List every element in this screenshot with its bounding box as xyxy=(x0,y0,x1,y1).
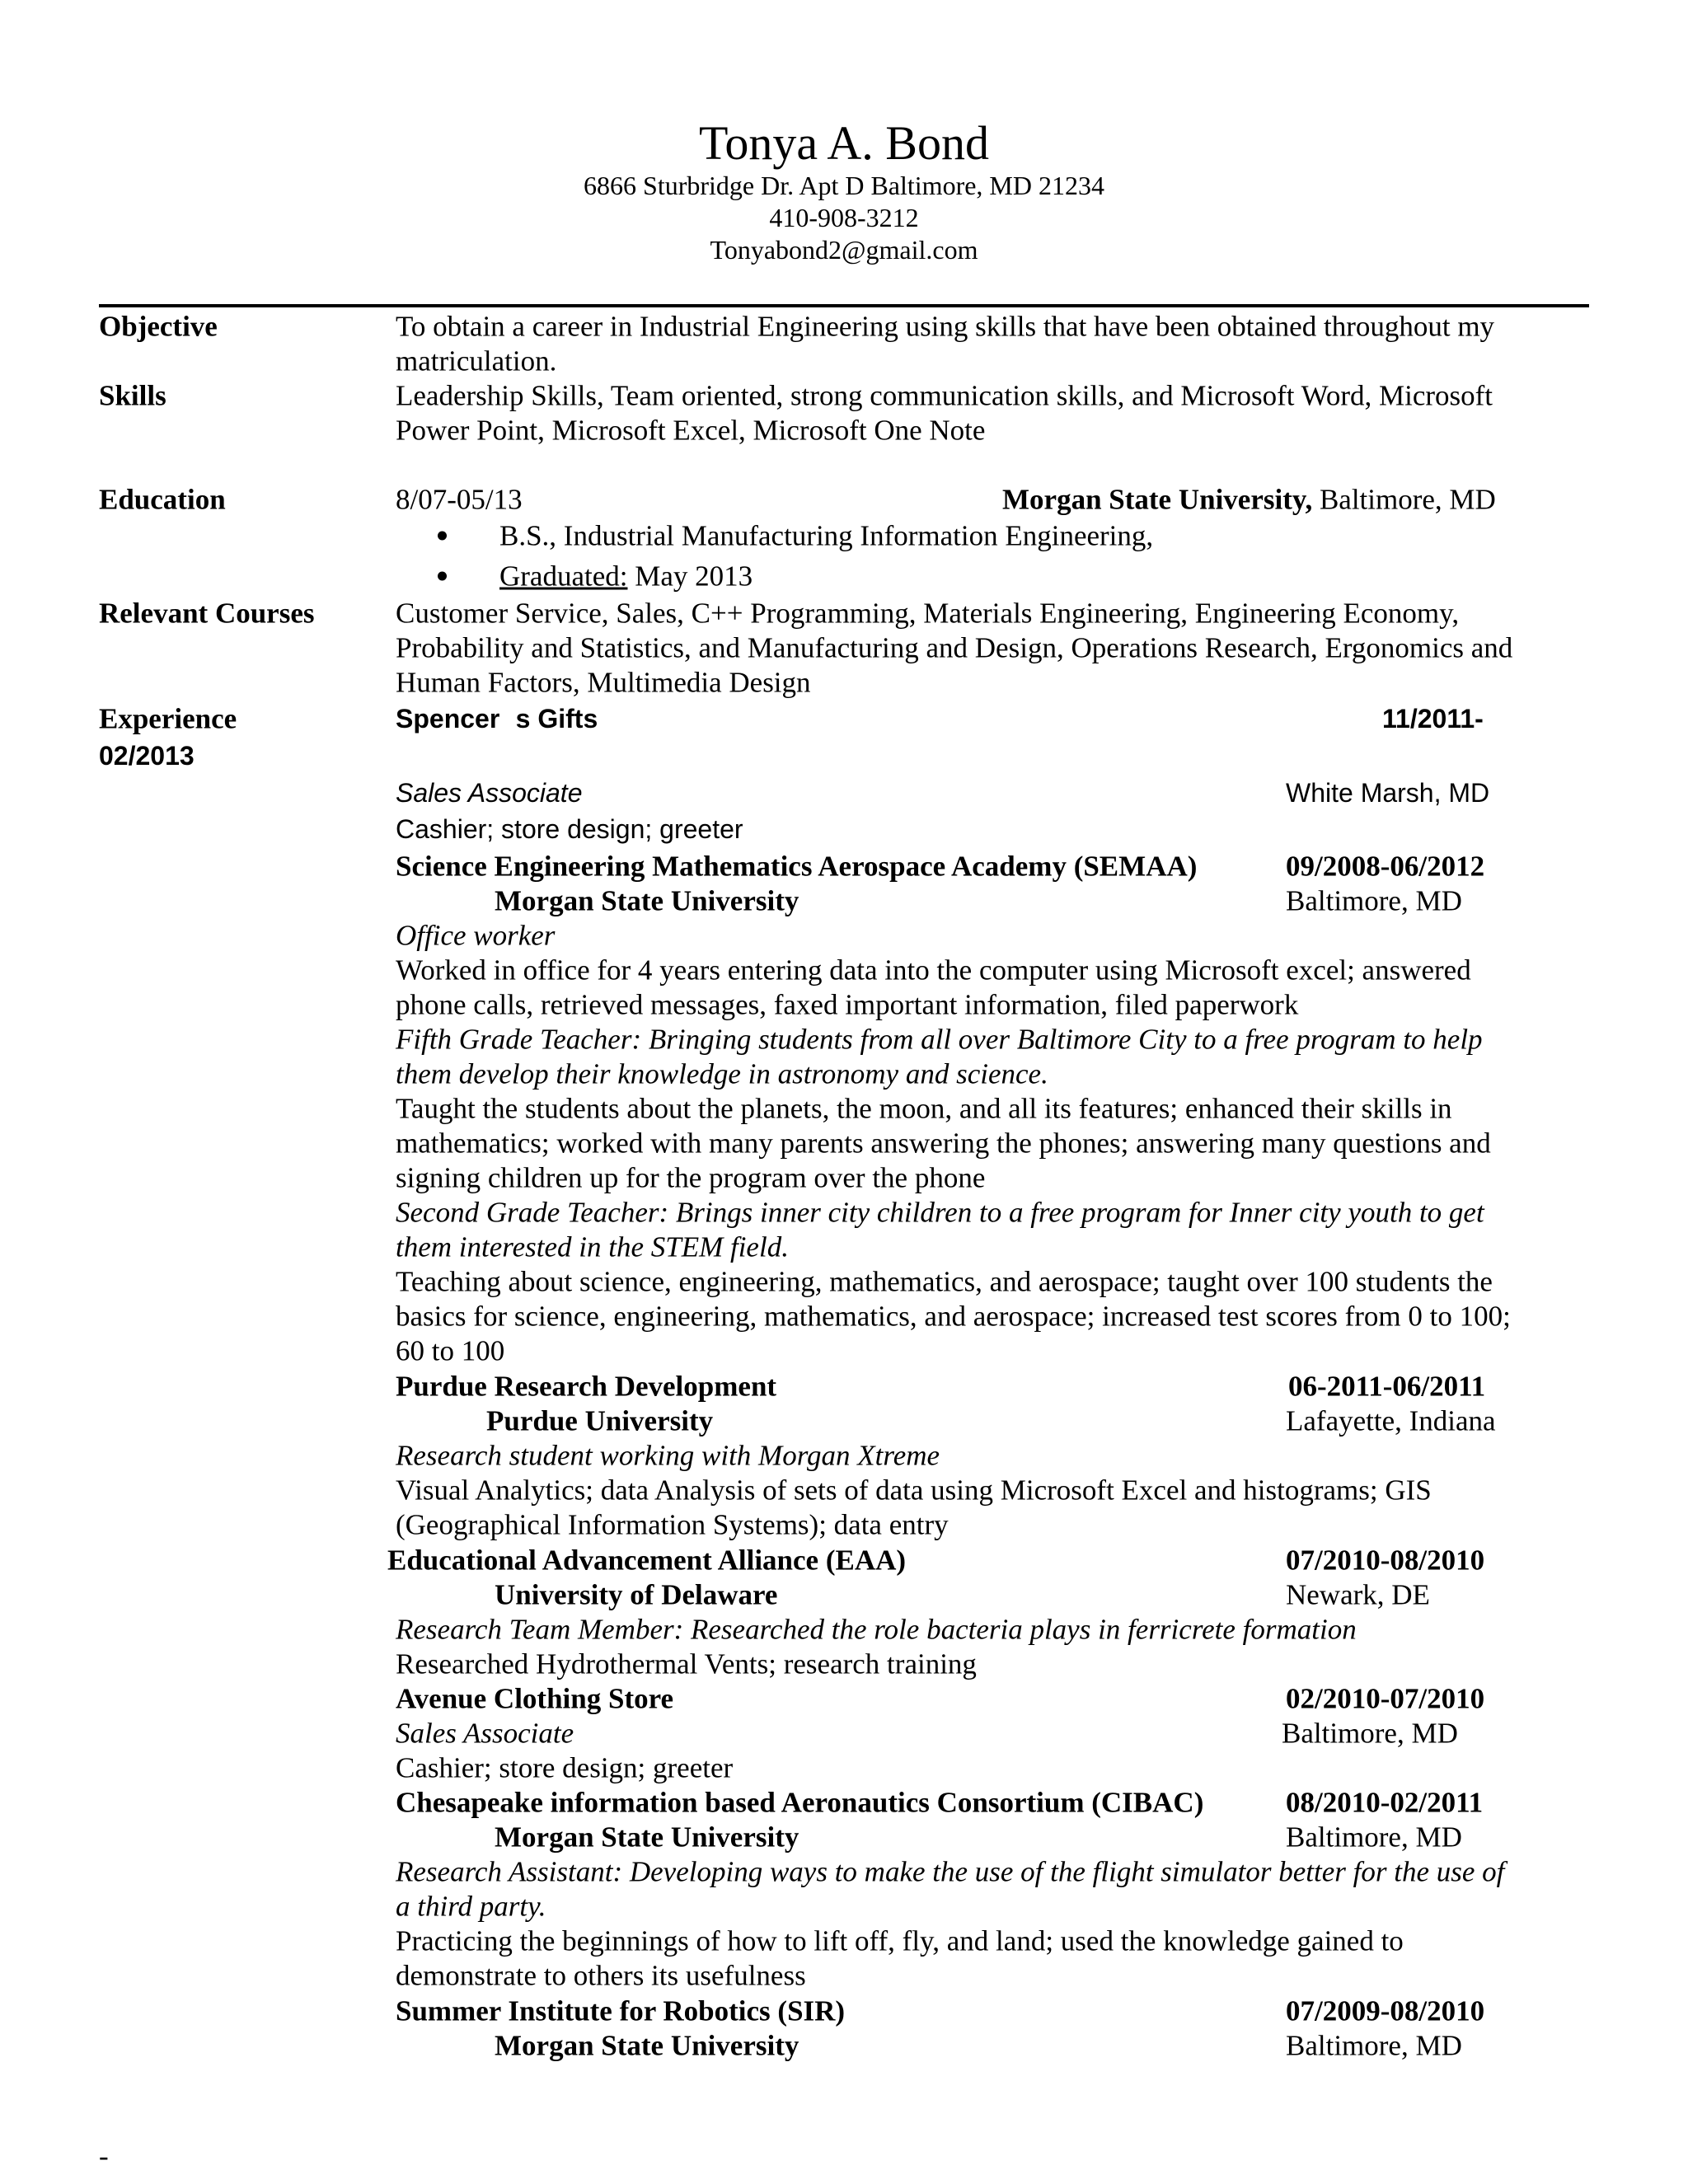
job-description-line: them interested in the STEM field. xyxy=(396,1230,789,1263)
job-company: Educational Advancement Alliance (EAA) xyxy=(387,1544,907,1577)
experience-date-label: 02/2013 xyxy=(99,741,195,771)
job-location: Baltimore, MD xyxy=(1286,884,1462,917)
education-school-line xyxy=(1002,485,1496,514)
job-school: University of Delaware xyxy=(495,1578,778,1611)
footer-mark: - xyxy=(99,2139,109,2172)
job-title: Office worker xyxy=(396,919,556,952)
header-divider xyxy=(99,304,1589,307)
job-description-line: Visual Analytics; data Analysis of sets of data using Microsoft Excel and histograms; GIS xyxy=(396,1474,1432,1507)
job-description-line: demonstrate to others its usefulness xyxy=(396,1959,806,1992)
job-description-line: mathematics; worked with many parents answering the phones; answering many questions and xyxy=(396,1127,1491,1160)
job-description-line: Second Grade Teacher: Brings inner city children to a free program for Inner city youth to get xyxy=(396,1196,1484,1229)
objective-label: Objective xyxy=(99,310,218,343)
contact-address: 6866 Sturbridge Dr. Apt D Baltimore, MD 21234 xyxy=(584,171,1104,200)
job-company: Spencers Gifts xyxy=(396,704,598,733)
job-description-line: Practicing the beginnings of how to lift off, fly, and land; used the knowledge gained to xyxy=(396,1924,1404,1957)
education-graduated xyxy=(499,562,753,591)
job-description-line: Teaching about science, engineering, mathematics, and aerospace; taught over 100 students the xyxy=(396,1265,1493,1298)
job-description-line: Fifth Grade Teacher: Bringing students from all over Baltimore City to a free program to help xyxy=(396,1023,1483,1056)
job-description-line: them develop their knowledge in astronomy and science. xyxy=(396,1057,1048,1090)
job-title: Sales Associate xyxy=(396,778,583,808)
job-location: White Marsh, MD xyxy=(1286,778,1490,808)
job-title: Research Team Member: Researched the role bacteria plays in ferricrete formation xyxy=(396,1613,1357,1646)
job-dates: 09/2008-06/2012 xyxy=(1286,850,1485,883)
contact-email: Tonyabond2@gmail.com xyxy=(710,235,978,265)
job-school: Morgan State University xyxy=(495,2029,799,2062)
job-company: Chesapeake information based Aeronautics Consortium (CIBAC) xyxy=(396,1786,1204,1819)
job-location: Baltimore, MD xyxy=(1286,1821,1462,1854)
courses-text-line: Customer Service, Sales, C++ Programming, Materials Engineering, Engineering Economy, xyxy=(396,597,1460,630)
courses-text-line: Human Factors, Multimedia Design xyxy=(396,666,811,699)
contact-phone: 410-908-3212 xyxy=(769,203,919,232)
objective-text-line: To obtain a career in Industrial Engineering using skills that have been obtained throughout my xyxy=(396,310,1495,343)
skills-text-line: Leadership Skills, Team oriented, strong communication skills, and Microsoft Word, Microsoft xyxy=(396,379,1493,412)
job-company: Science Engineering Mathematics Aerospace Academy (SEMAA) xyxy=(396,850,1198,883)
courses-text-line: Probability and Statistics, and Manufacturing and Design, Operations Research, Ergonomics and xyxy=(396,631,1513,664)
job-dates: 07/2010-08/2010 xyxy=(1286,1544,1485,1577)
experience-label: Experience xyxy=(99,702,237,735)
job-school: Morgan State University xyxy=(495,884,799,917)
job-location: Lafayette, Indiana xyxy=(1286,1404,1496,1437)
job-duties: Cashier; store design; greeter xyxy=(396,1751,734,1784)
job-dates: 06-2011-06/2011 xyxy=(1288,1370,1486,1403)
job-description-line: 60 to 100 xyxy=(396,1334,505,1367)
job-description-line: Worked in office for 4 years entering data into the computer using Microsoft excel; answered xyxy=(396,954,1471,987)
job-dates: 08/2010-02/2011 xyxy=(1286,1786,1484,1819)
job-description-line: Taught the students about the planets, the moon, and all its features; enhanced their skills in xyxy=(396,1092,1452,1125)
bullet-icon xyxy=(438,532,447,541)
skills-label: Skills xyxy=(99,379,166,412)
job-dates: 02/2010-07/2010 xyxy=(1286,1682,1485,1715)
job-description-line: signing children up for the program over the phone xyxy=(396,1161,986,1194)
resume-name: Tonya A. Bond xyxy=(699,116,989,170)
graduated-value: May 2013 xyxy=(627,560,753,593)
skills-text-line: Power Point, Microsoft Excel, Microsoft One Note xyxy=(396,414,986,447)
relevant-courses-label: Relevant Courses xyxy=(99,597,315,630)
job-title-line: a third party. xyxy=(396,1890,546,1923)
job-dates: 11/2011- xyxy=(1382,704,1484,733)
bullet-icon xyxy=(438,572,447,581)
job-title-line: Research Assistant: Developing ways to make the use of the flight simulator better for the use of xyxy=(396,1855,1505,1888)
job-duties: Cashier; store design; greeter xyxy=(396,814,743,844)
job-location: Newark, DE xyxy=(1286,1578,1430,1611)
job-title: Sales Associate xyxy=(396,1717,574,1750)
job-description-line: (Geographical Information Systems); data entry xyxy=(396,1508,949,1541)
job-company: Purdue Research Development xyxy=(396,1370,777,1403)
job-description-line: phone calls, retrieved messages, faxed important information, filed paperwork xyxy=(396,988,1299,1021)
job-description-line: basics for science, engineering, mathematics, and aerospace; increased test scores from 0 to 100; xyxy=(396,1300,1511,1333)
job-dates: 07/2009-08/2010 xyxy=(1286,1994,1485,2027)
job-duties: Researched Hydrothermal Vents; research training xyxy=(396,1647,977,1680)
education-location: Baltimore, MD xyxy=(1312,483,1496,516)
education-label: Education xyxy=(99,483,226,516)
graduated-label: Graduated: xyxy=(499,560,628,593)
education-dates: 8/07-05/13 xyxy=(396,483,523,516)
job-company: Avenue Clothing Store xyxy=(396,1682,674,1715)
job-location: Baltimore, MD xyxy=(1286,2029,1462,2062)
job-school: Morgan State University xyxy=(495,1821,799,1854)
job-location: Baltimore, MD xyxy=(1282,1717,1458,1750)
education-school: Morgan State University, xyxy=(1002,483,1313,516)
job-company: Summer Institute for Robotics (SIR) xyxy=(396,1994,846,2027)
job-school: Purdue University xyxy=(486,1404,714,1437)
job-title: Research student working with Morgan Xtreme xyxy=(396,1439,940,1472)
objective-text-line: matriculation. xyxy=(396,344,557,377)
education-degree: B.S., Industrial Manufacturing Information Engineering, xyxy=(499,519,1154,552)
